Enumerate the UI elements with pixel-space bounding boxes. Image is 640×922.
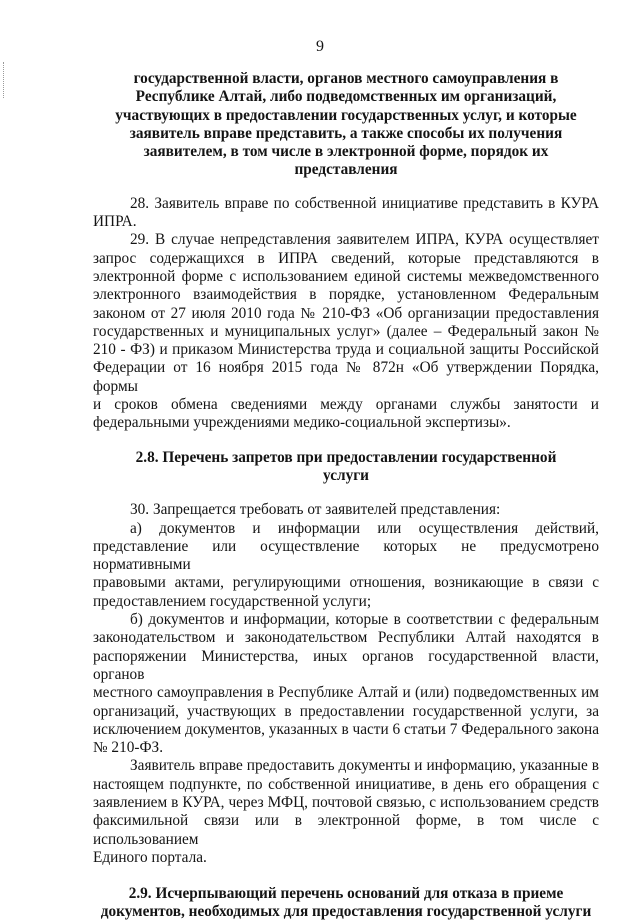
scan-edge-mark bbox=[3, 62, 5, 98]
heading-line: 2.9. Исчерпывающий перечень оснований для отказа в приеме bbox=[128, 885, 564, 903]
paragraph-line: электронного взаимодействия в порядке, установленном Федеральным bbox=[93, 286, 599, 304]
paragraph-30-a bbox=[93, 520, 599, 611]
paragraph-line: Единого портала. bbox=[93, 848, 207, 866]
paragraph-line: ИПРА. bbox=[93, 213, 137, 231]
paragraph-line: государственных и муниципальных услуг» (далее – Федеральный закон № bbox=[93, 322, 599, 340]
paragraph-line: Заявитель вправе предоставить документы и информацию, указанные в bbox=[130, 757, 599, 775]
paragraph-30-b bbox=[93, 611, 599, 757]
paragraph-line: организаций, участвующих в предоставлении государственной услуги, за bbox=[93, 702, 599, 720]
paragraph-line: распоряжении Министерства, иных органов государственной власти, органов bbox=[93, 647, 599, 683]
paragraph-line: законом от 27 июля 2010 года № 210-ФЗ «Об организации предоставления bbox=[93, 304, 599, 322]
paragraph-line: исключением документов, указанных в части 6 статьи 7 Федерального закона bbox=[93, 720, 599, 738]
paragraph-line: местного самоуправления в Республике Алтай и (или) подведомственных им bbox=[93, 684, 599, 702]
paragraph-line: запрос содержащихся в ИПРА сведений, которые представляются в bbox=[93, 249, 599, 267]
heading-line: 2.8. Перечень запретов при предоставлении государственной bbox=[135, 448, 557, 466]
paragraph-line: 29. В случае непредставления заявителем ИПРА, КУРА осуществляет bbox=[130, 231, 599, 249]
paragraph-line: 28. Заявитель вправе по собственной инициативе представить в КУРА bbox=[130, 194, 599, 212]
heading-line: участвующих в предоставлении государственных услуг, и которые bbox=[115, 106, 577, 124]
section-heading-2-8 bbox=[93, 449, 599, 486]
heading-line: услуги bbox=[323, 466, 369, 484]
paragraph-line: 30. Запрещается требовать от заявителей представления: bbox=[130, 501, 501, 519]
paragraph-28 bbox=[93, 195, 599, 232]
paragraph-line: правовыми актами, регулирующими отношения, возникающие в связи с bbox=[93, 574, 599, 592]
heading-line: Республике Алтай, либо подведомственных им организаций, bbox=[135, 88, 557, 106]
section-heading-2-7-continued bbox=[93, 70, 599, 180]
paragraph-line: федеральными учреждениями медико-социальной экспертизы». bbox=[93, 414, 511, 432]
heading-line: государственной власти, органов местного самоуправления в bbox=[133, 70, 559, 87]
paragraph-line: настоящем подпункте, по собственной инициативе, в день его обращения с bbox=[93, 775, 599, 793]
paragraph-line: б) документов и информации, которые в соответствии с федеральным bbox=[130, 611, 599, 629]
paragraph-30-note bbox=[93, 757, 599, 867]
heading-line: документов, необходимых для предоставления государственной услуги bbox=[100, 903, 592, 921]
heading-line: заявителем, в том числе в электронной форме, порядок их bbox=[143, 143, 549, 161]
paragraph-line: электронной форме с использованием единой системы межведомственного bbox=[93, 267, 599, 285]
heading-line: заявитель вправе представить, а также способы их получения bbox=[129, 124, 563, 142]
paragraph-line: представление или осуществление которых не предусмотрено нормативными bbox=[93, 537, 599, 574]
paragraph-line: № 210-ФЗ. bbox=[93, 739, 164, 757]
paragraph-29 bbox=[93, 231, 599, 432]
paragraph-line: 210 - ФЗ) и приказом Министерства труда и социальной защиты Российской bbox=[93, 341, 599, 359]
paragraph-line: предоставлением государственной услуги; bbox=[93, 592, 372, 610]
section-heading-2-9 bbox=[93, 885, 599, 922]
paragraph-line: факсимильной связи или в электронной форме, в том числе с использованием bbox=[93, 812, 599, 848]
page-number: 9 bbox=[316, 38, 324, 55]
paragraph-line: законодательством и законодательством Республики Алтай находятся в bbox=[93, 629, 599, 647]
paragraph-line: Федерации от 16 ноября 2015 года № 872н «Об утверждении Порядка, формы bbox=[93, 359, 599, 395]
paragraph-line: и сроков обмена сведениями между органами службы занятости и bbox=[93, 396, 599, 414]
heading-line: представления bbox=[294, 161, 398, 179]
paragraph-line: а) документов и информации или осуществления действий, bbox=[130, 519, 599, 537]
paragraph-line: заявлением в КУРА, через МФЦ, почтовой связью, с использованием средств bbox=[93, 793, 599, 811]
paragraph-30 bbox=[93, 501, 599, 519]
page-content bbox=[93, 70, 599, 922]
